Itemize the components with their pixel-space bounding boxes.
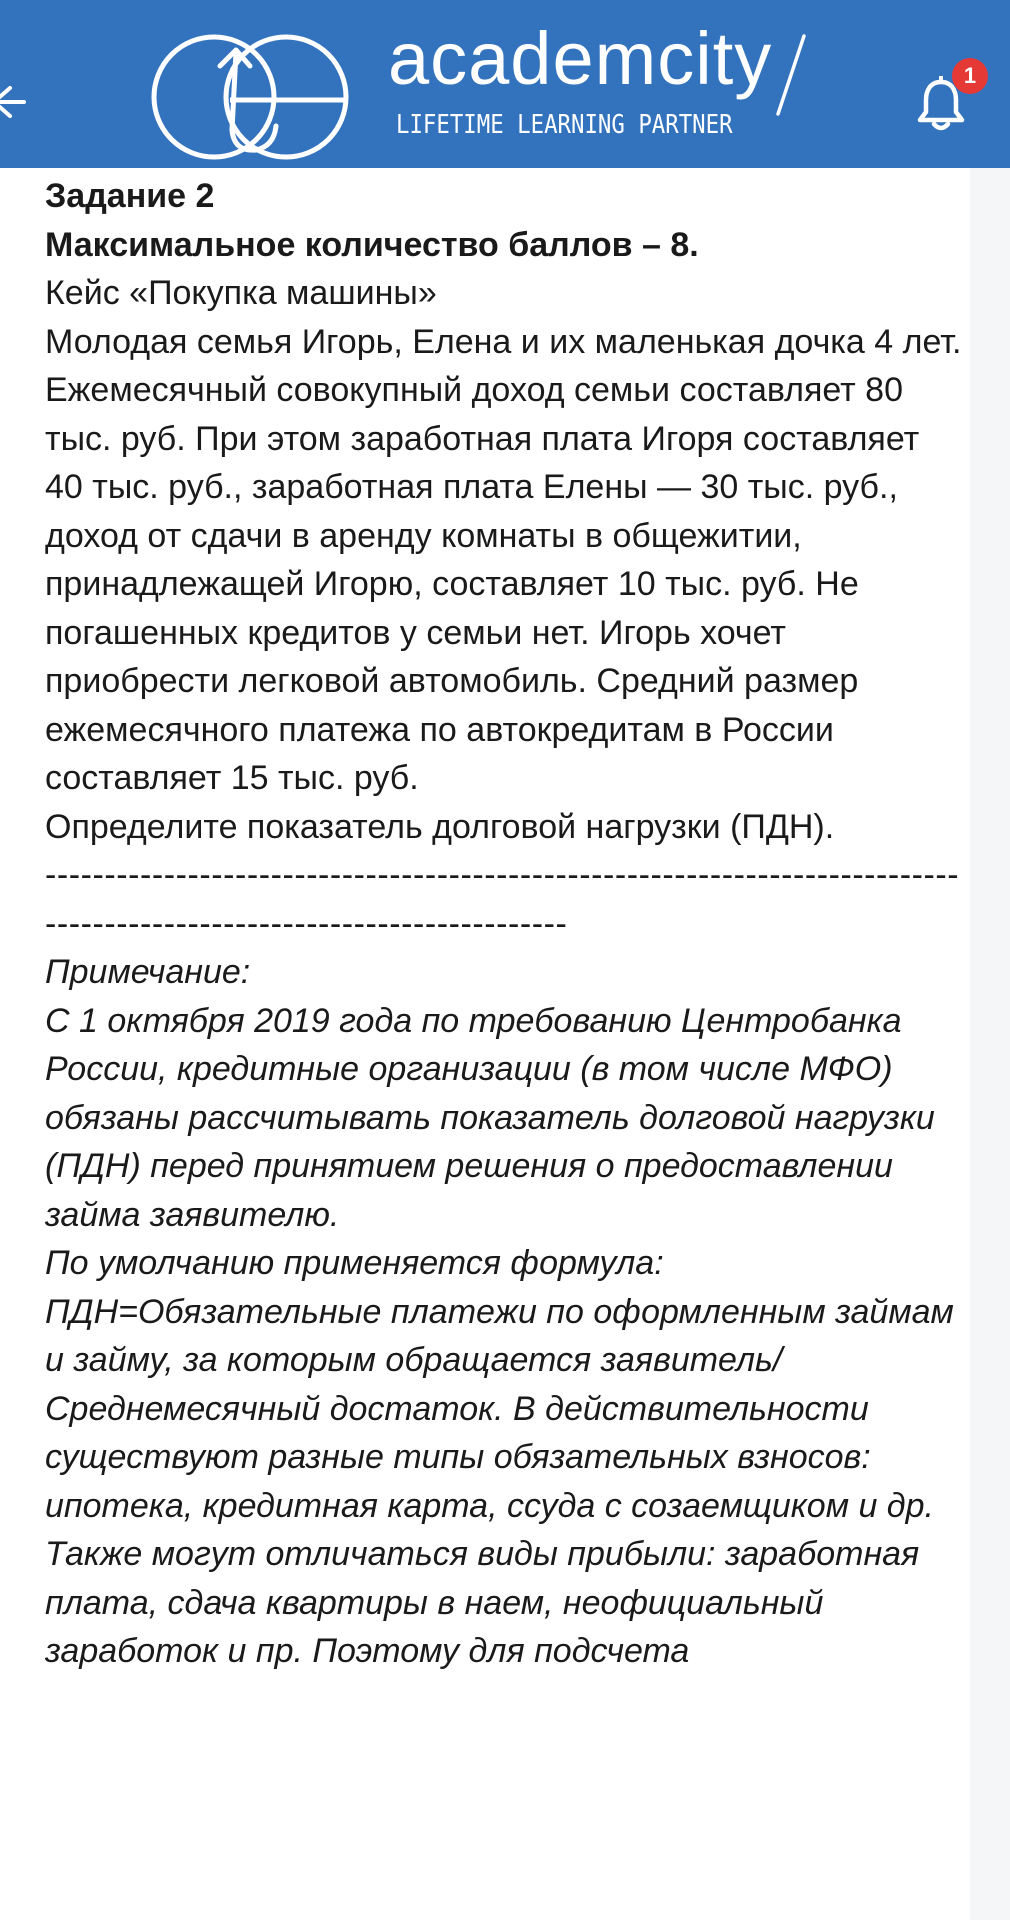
brand-slash-mark [770, 34, 810, 116]
task-max-score: Максимальное количество баллов – 8. [45, 225, 699, 264]
back-button[interactable] [0, 72, 30, 132]
task-title: Задание 2 [45, 177, 215, 215]
note-paragraph-1: С 1 октября 2019 года по требованию Центробанка России, кредитные организации (в том числе МФО) обязаны рассчитывать показатель долговой нагрузки (ПДН) перед принятием решения о предоставлении займа заявителю. [45, 1001, 935, 1234]
back-arrow-icon [0, 72, 30, 132]
notification-badge: 1 [952, 58, 988, 94]
scrollbar-track[interactable] [970, 168, 1010, 1920]
brand-tagline: LIFETIME LEARNING PARTNER [396, 110, 733, 140]
task-content [45, 172, 965, 1676]
note-paragraph-2: По умолчанию применяется формула: ПДН=Обязательные платежи по оформленным займам и займу, за которым обращается заявитель/Среднемесячный достаток. В действительности существуют разные типы обязательных взносов: ипотека, кредитная карта, ссуда с созаемщиком и др. Также могут отличаться виды прибыли: заработная плата, сдача квартиры в наем, неофициальный заработок и пр. Поэтому для подсчета [45, 1244, 954, 1670]
app-header [0, 0, 1010, 168]
case-description: Молодая семья Игорь, Елена и их маленькая дочка 4 лет. Ежемесячный совокупный доход семьи составляет 80 тыс. руб. При этом заработная плата Игоря составляет 40 тыс. руб., заработная плата Елены — 30 тыс. руб., доход от сдачи в аренду комнаты в общежитии, принадлежащей Игорю, составляет 10 тыс. руб. Не погашенных кредитов у семьи нет. Игорь хочет приобрести легковой автомобиль. Средний размер ежемесячного платежа по автокредитам в России составляет 15 тыс. руб. [45, 322, 962, 797]
task-question: Определите показатель долговой нагрузки (ПДН). [45, 807, 835, 846]
case-title: Кейс «Покупка машины» [45, 274, 437, 312]
answer-line: ------------------------------------------------------------------------------------------------------------------------- [45, 856, 960, 943]
brand-name: academcity [388, 17, 773, 100]
academcity-logo-icon [150, 30, 350, 164]
note-label: Примечание: [45, 953, 251, 991]
